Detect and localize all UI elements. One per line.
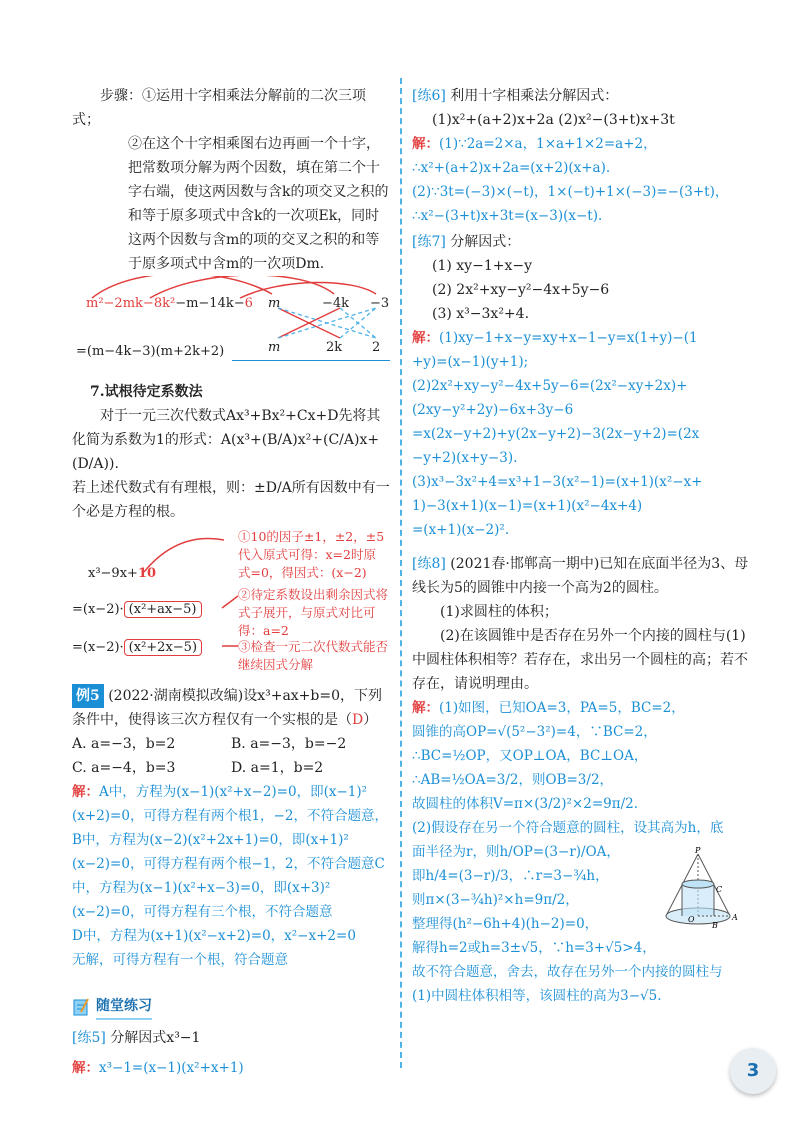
practice-5-solution: x³−1=(x−1)(x²+x+1) xyxy=(99,1060,244,1076)
poly-eq3-box: (x²+2x−5) xyxy=(124,639,202,656)
ex5-solution-line: 中，方程为(x−1)(x²+x−3)=0，即(x+3)² xyxy=(72,880,331,896)
ex5-solution-line: (x+2)=0，可得方程有两个根1，−2，不符合题意， xyxy=(72,808,388,824)
practice-8-question-1: (1)求圆柱的体积； xyxy=(440,604,558,620)
cross-expr-part-4: 6 xyxy=(244,296,253,311)
steps-line-1: 步骤：①运用十字相乘法分解前的二次三项式； xyxy=(72,88,366,128)
practice-7-tag: [练7] xyxy=(412,234,446,250)
practice-7-question: (2) 2x²+xy−y²−4x+5y−6 xyxy=(432,282,610,298)
cross-node-2k: 2k xyxy=(326,340,343,355)
practice-8-solution-line: 故圆柱的体积V=π×(3/2)²×2=9π/2. xyxy=(412,796,639,812)
column-divider xyxy=(400,78,402,1068)
practice-7-solution-line: (3)x³−3x²+4=x³+1−3(x²−1)=(x+1)(x²−x+ xyxy=(412,474,703,490)
option-b: B. a=−3，b=−2 xyxy=(231,736,347,752)
practice-8-tag: [练8] xyxy=(412,556,446,572)
cross-diagram xyxy=(72,276,390,364)
practice-8-solution-line: (1)如图，已知OA=3，PA=5，BC=2， xyxy=(439,700,685,716)
practice-6-text: 利用十字相乘法分解因式： xyxy=(450,88,619,104)
ex5-solution-line: B中，方程为(x−2)(x²+2x+1)=0，即(x+1)² xyxy=(72,832,349,848)
poly-main: x³−9x+ xyxy=(88,566,138,581)
cross-expr-part-3: −m−14k− xyxy=(175,296,245,311)
practice-5 xyxy=(72,1026,390,1050)
practice-7-question: (1) xy−1+x−y xyxy=(432,258,532,274)
trial-root-diagram xyxy=(72,528,390,678)
note-3: ③检查一元二次代数式能否继续因式分解 xyxy=(238,639,389,672)
practice-6-solution-line: (2)∵3t=(−3)×(−t)，1×(−t)+1×(−3)=−(3+t)， xyxy=(412,184,729,200)
ex5-solution-line: D中，方程为(x+1)(x²−x+2)=0，x²−x+2=0 xyxy=(72,928,356,944)
cross-underline xyxy=(232,360,390,361)
practice-7 xyxy=(412,230,752,254)
pencil-notebook-icon xyxy=(72,997,92,1017)
practice-6-tag: [练6] xyxy=(412,88,446,104)
cross-node-2: 2 xyxy=(372,340,381,355)
practice-6-solution xyxy=(412,132,752,228)
practice-7-solution-line: (2)2x²+xy−y²−4x+5y−6=(2x²−xy+2x)+ xyxy=(412,378,688,394)
practice-6-solution-label: 解： xyxy=(412,136,439,152)
cross-expression xyxy=(86,292,253,316)
practice-7-question: (3) x³−3x²+4. xyxy=(432,306,530,322)
ex5-solution-line: 无解，可得方程有一个根，符合题意 xyxy=(72,952,288,968)
example-5-text: (2022·湖南模拟改编)设x³+ax+b=0，下列条件中，使得该三次方程仅有一个实根的是（ xyxy=(72,688,383,728)
practice-header xyxy=(72,994,390,1020)
cross-node-3: −3 xyxy=(370,296,390,311)
ex5-solution-line: A中，方程为(x−1)(x²+x−2)=0，即(x−1)² xyxy=(99,784,368,800)
cross-node-m1: m xyxy=(268,296,281,311)
section-7-paragraph-2: 若上述代数式有有理根，则：±D/A所有因数中有一个必是方程的根。 xyxy=(72,480,390,520)
example-5-answer: D xyxy=(352,712,364,728)
practice-7-solution-line: =(x+1)(x−2)². xyxy=(412,522,510,538)
ex5-solution-label: 解： xyxy=(72,784,99,800)
practice-8-solution xyxy=(412,696,752,1008)
practice-6-solution-line: ∴x²+(a+2)x+2a=(x+2)(x+a). xyxy=(412,160,611,176)
practice-7-solution-line: =x(2x−y+2)+y(2x−y+2)−3(2x−y+2)=(2x xyxy=(412,426,700,442)
practice-7-solution-line: (2xy−y²+2y)−6x+3y−6 xyxy=(412,402,574,418)
practice-8-solution-line: ∴AB=½OA=3/2，则OB=3/2， xyxy=(412,772,614,788)
practice-8-solution-line: 整理得(h²−6h+4)(h−2)=0， xyxy=(412,916,599,932)
practice-7-solution-line: 1)−3(x+1)(x−1)=(x+1)(x²−4x+4) xyxy=(412,498,643,514)
option-d: D. a=1，b=2 xyxy=(231,760,324,776)
practice-8-solution-line: 故不符合题意，舍去，故存在另外一个内接的圆柱与 xyxy=(412,964,723,980)
practice-5-text: 分解因式x³−1 xyxy=(110,1030,201,1046)
cross-node-m2: m xyxy=(268,340,281,355)
example-5-tag: 例5 xyxy=(72,684,104,708)
example-5-solution xyxy=(72,780,390,972)
cone-label-a: A xyxy=(732,913,738,922)
top-bar xyxy=(0,0,800,32)
practice-8-solution-line: 圆锥的高OP=√(5²−3²)=4，∵BC=2， xyxy=(412,724,657,740)
cross-result: =(m−4k−3)(m+2k+2) xyxy=(76,344,225,359)
steps-line-2: ②在这个十字相乘图右边再画一个十字，把常数项分解为两个因数，填在第二个十字右端，使这两因数与含k的项交叉之积的和等于原多项式中含k的一次项Ek，同时这两个因数与含m的项的交叉之积的和等于原多项式中含m的一次项Dm. xyxy=(128,136,389,272)
practice-7-solution-line: −y+2)(x+y−3). xyxy=(412,450,518,466)
practice-7-solution-label: 解： xyxy=(412,330,439,346)
right-column xyxy=(412,84,752,1008)
option-c: C. a=−4，b=3 xyxy=(72,760,176,776)
cone-label-o: O xyxy=(688,915,695,924)
practice-7-text: 分解因式： xyxy=(450,234,521,250)
section-7-paragraph-1: 对于一元三次代数式Ax³+Bx²+Cx+D先将其化简为系数为1的形式：A(x³+(B/A)x²+(C/A)x+(D/A)). xyxy=(72,408,381,472)
left-column xyxy=(72,84,390,1080)
practice-8-solution-line: ∴BC=½OP，又OP⊥OA，BC⊥OA， xyxy=(412,748,648,764)
practice-8-solution-line: 即h/4=(3−r)/3，∴r=3−¾h， xyxy=(412,868,609,884)
cross-node-4k: −4k xyxy=(322,296,350,311)
cone-label-c: C xyxy=(716,885,723,894)
practice-7-solution-line: +y)=(x−1)(y+1); xyxy=(412,354,529,370)
practice-8-question-2: (2)在该圆锥中是否存在另外一个内接的圆柱与(1)中圆柱体积相等？若存在，求出另一个圆柱的高；若不存在，请说明理由。 xyxy=(412,628,748,692)
example-5-close: ） xyxy=(363,712,378,728)
option-a: A. a=−3，b=2 xyxy=(72,736,176,752)
practice-8-solution-line: (2)假设存在另一个符合题意的圆柱，设其高为h，底 xyxy=(412,820,724,836)
practice-8-text: (2021春·邯郸高一期中)已知在底面半径为3、母线长为5的圆锥中内接一个高为2的圆柱。 xyxy=(412,556,749,596)
poly-const: 10 xyxy=(137,566,157,581)
practice-8-solution-label: 解： xyxy=(412,700,439,716)
note-1: ①10的因子±1，±2，±5代入原式可得：x=2时原式=0，得因式：(x−2) xyxy=(238,529,385,580)
ex5-solution-line: (x−2)=0，可得方程有两个根−1，2，不符合题意C xyxy=(72,856,385,872)
cone-cylinder-figure xyxy=(662,846,742,934)
practice-7-solution xyxy=(412,326,752,542)
cross-expr-part-1: m²−2mk− xyxy=(86,296,154,311)
poly-line-1 xyxy=(88,562,156,586)
poly-line-3 xyxy=(72,636,202,660)
poly-line-2 xyxy=(72,598,202,622)
poly-eq3-prefix: =(x−2)· xyxy=(72,640,124,655)
example-5-question xyxy=(72,684,390,732)
practice-8 xyxy=(412,552,752,600)
practice-5-tag: [练5] xyxy=(72,1030,106,1046)
poly-eq2-box: (x²+ax−5) xyxy=(124,601,202,618)
practice-6-solution-line: (1)∵2a=2×a，1×a+1×2=a+2， xyxy=(439,136,657,152)
cone-label-b: B xyxy=(712,921,718,930)
section-7-title: 7.试根待定系数法 xyxy=(90,384,203,400)
note-2: ②待定系数设出剩余因式将式子展开，与原式对比可得：a=2 xyxy=(238,587,389,638)
practice-5-solution-label: 解： xyxy=(72,1060,99,1076)
practice-8-solution-line: 面半径为r，则h/OP=(3−r)/OA， xyxy=(412,844,620,860)
page-number: 3 xyxy=(730,1048,776,1094)
example-5-options-row-1 xyxy=(72,732,390,756)
practice-6-questions: (1)x²+(a+2)x+2a (2)x²−(3+t)x+3t xyxy=(432,112,675,128)
cross-expr-part-2: 8k² xyxy=(153,296,176,311)
practice-7-solution-line: (1)xy−1+x−y=xy+x−1−y=x(1+y)−(1 xyxy=(439,330,698,346)
practice-6-solution-line: ∴x²−(3+t)x+3t=(x−3)(x−t). xyxy=(412,208,603,224)
practice-6 xyxy=(412,84,752,108)
practice-8-solution-line: 则π×(3−¾h)²×h=9π/2， xyxy=(412,892,579,908)
cone-label-p: P xyxy=(695,846,701,855)
example-5-options-row-2 xyxy=(72,756,390,780)
poly-eq2-prefix: =(x−2)· xyxy=(72,602,124,617)
practice-title: 随堂练习 xyxy=(96,994,152,1020)
ex5-solution-line: (x−2)=0，可得方程有三个根，不符合题意 xyxy=(72,904,333,920)
practice-8-solution-line: (1)中圆柱体积相等，该圆柱的高为3−√5. xyxy=(412,988,662,1004)
practice-8-solution-line: 解得h=2或h=3±√5，∵h=3+√5>4， xyxy=(412,940,656,956)
